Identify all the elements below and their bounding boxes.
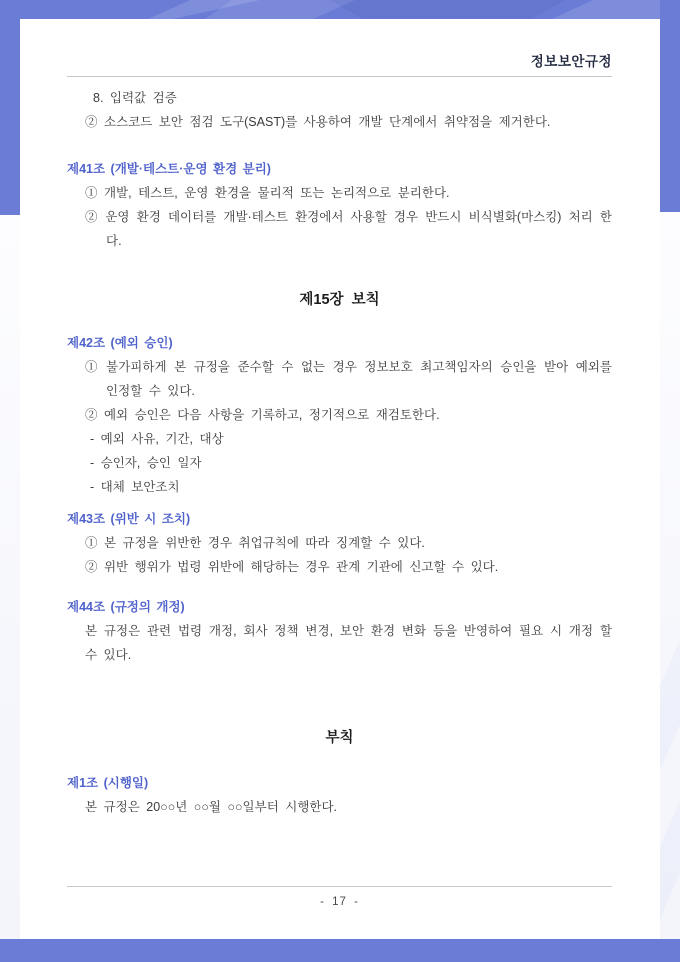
- article-43-item: ① 본 규정을 위반한 경우 취업규칙에 따라 징계할 수 있다.: [85, 536, 425, 550]
- chapter-15-heading: 제15장 보칙: [299, 292, 380, 308]
- numbered-line: 8. 입력값 검증: [93, 91, 177, 105]
- clause-line: ② 소스코드 보안 점검 도구(SAST)를 사용하여 개발 단계에서 취약점을 제거한다.: [85, 115, 551, 129]
- article-41-item: ① 개발, 테스트, 운영 환경을 물리적 또는 논리적으로 분리한다.: [85, 186, 450, 200]
- page-footer: [67, 886, 612, 908]
- page-content: [67, 0, 612, 819]
- bottom-banner: [0, 939, 680, 962]
- footer-divider: [67, 886, 612, 887]
- article-44-title: 제44조 (규정의 개정): [67, 600, 185, 614]
- addendum-article-1-title: 제1조 (시행일): [67, 776, 149, 790]
- article-44-paragraph: 본 규정은 관련 법령 개정, 회사 정책 변경, 보안 환경 변화 등을 반영하여 필요 시 개정 할 수 있다.: [85, 624, 612, 662]
- article-42-title: 제42조 (예외 승인): [67, 336, 173, 350]
- addendum-heading: 부칙: [325, 730, 354, 746]
- article-42-subitem: - 승인자, 승인 일자: [90, 456, 202, 470]
- page-number: - 17 -: [320, 896, 359, 908]
- article-43-title: 제43조 (위반 시 조치): [67, 512, 191, 526]
- article-41-item: ② 운영 환경 데이터를 개발·테스트 환경에서 사용할 경우 반드시 비식별화(마스킹) 처리 한다.: [85, 210, 612, 248]
- left-banner: [0, 0, 20, 215]
- header-divider: [67, 76, 612, 77]
- document-title: 정보보안규정: [530, 54, 612, 69]
- article-42-subitem: - 예외 사유, 기간, 대상: [90, 432, 224, 446]
- article-43-item: ② 위반 행위가 법령 위반에 해당하는 경우 관계 기관에 신고할 수 있다.: [85, 560, 499, 574]
- addendum-article-1-paragraph: 본 규정은 20○○년 ○○월 ○○일부터 시행한다.: [85, 800, 338, 814]
- article-42-item: ② 예외 승인은 다음 사항을 기록하고, 정기적으로 재검토한다.: [85, 408, 440, 422]
- article-42-subitem: - 대체 보안조치: [90, 480, 180, 494]
- article-42-item: ① 불가피하게 본 규정을 준수할 수 없는 경우 정보보호 최고책임자의 승인을 받아 예외를 인정할 수 있다.: [85, 360, 612, 398]
- right-banner: [660, 0, 680, 212]
- article-41-title: 제41조 (개발·테스트·운영 환경 분리): [67, 162, 271, 176]
- left-margin-shade: [0, 215, 20, 939]
